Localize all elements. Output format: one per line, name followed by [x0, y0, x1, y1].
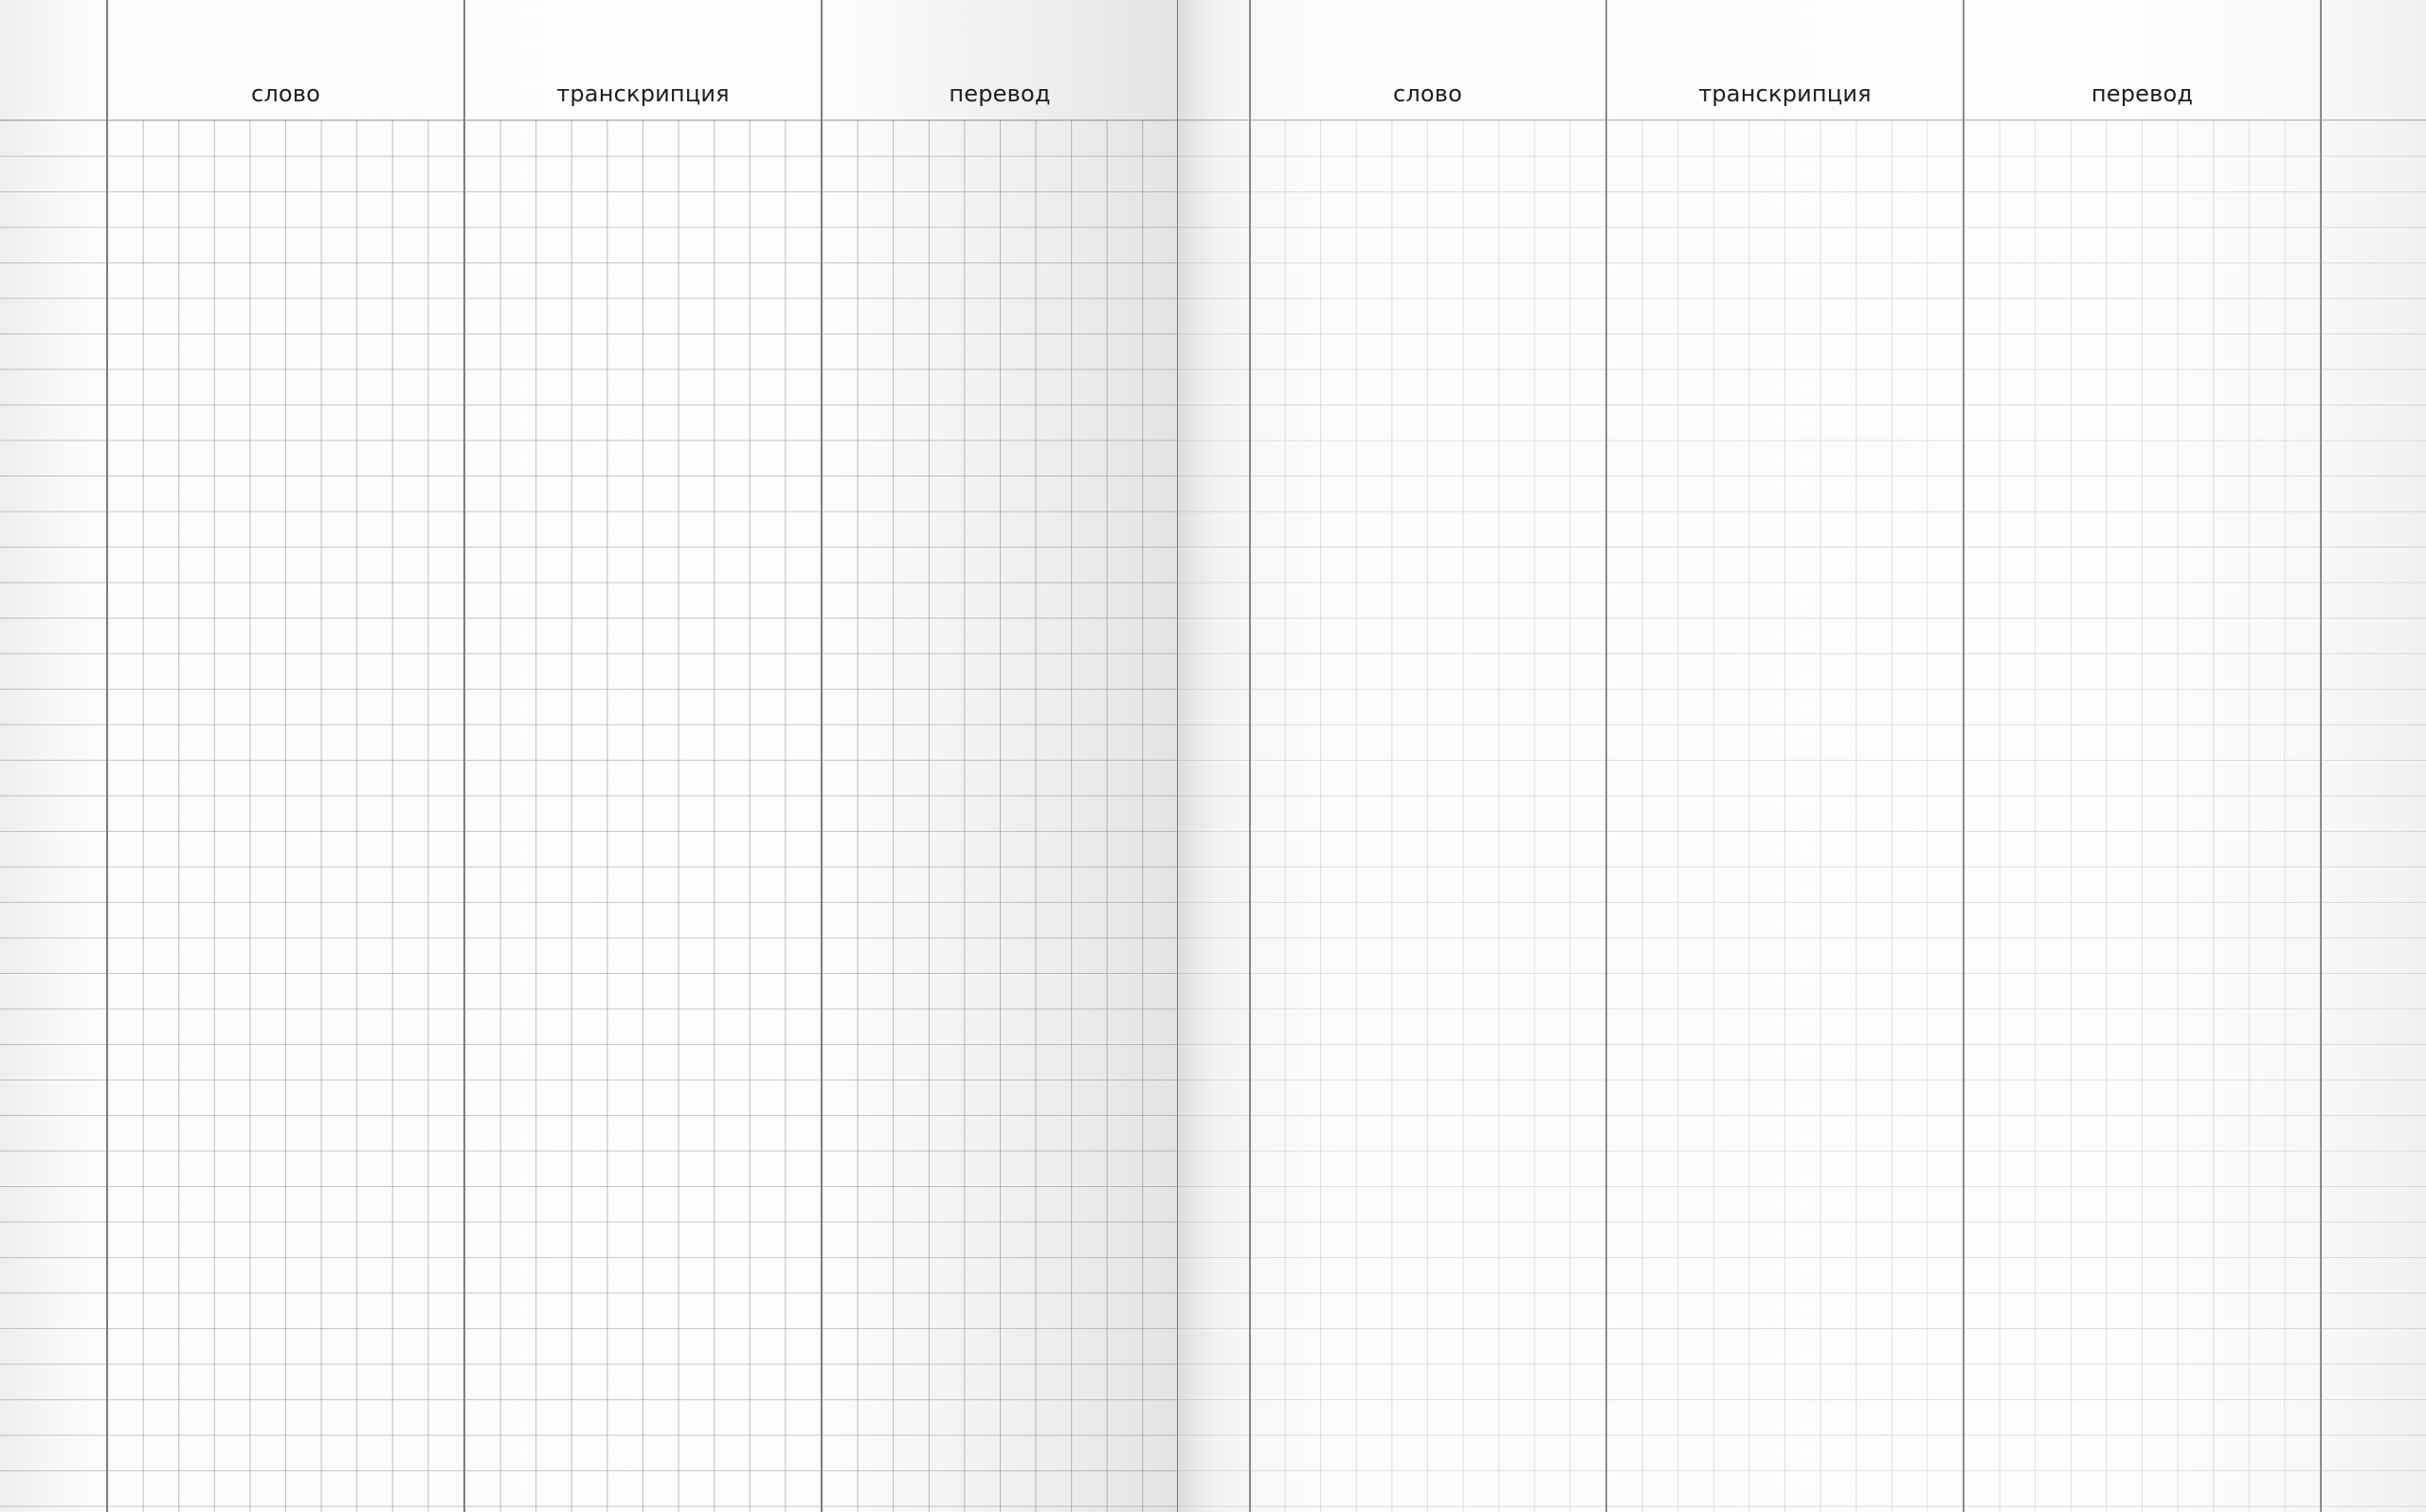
right-column-word: [1249, 0, 1606, 1512]
left-column-translation-grid: [822, 120, 1178, 1512]
right-column-divider-4: [2320, 0, 2322, 1512]
left-column-transcription-grid: [464, 120, 822, 1512]
left-column-divider-2: [463, 0, 465, 1512]
right-column-transcription: [1606, 0, 1964, 1512]
right-column-divider-3: [1963, 0, 1964, 1512]
left-column-transcription: [464, 0, 822, 1512]
column-header-transcription: транскрипция: [556, 81, 730, 107]
right-page: [1178, 0, 2426, 1512]
right-column-divider-1: [1249, 0, 1251, 1512]
left-column-word-grid: [107, 120, 464, 1512]
right-column-translation: [1964, 0, 2321, 1512]
left-page: [0, 0, 1178, 1512]
left-column-word: [107, 0, 464, 1512]
right-column-transcription-grid: [1606, 120, 1964, 1512]
left-column-divider-1: [106, 0, 108, 1512]
left-column-translation: [822, 0, 1178, 1512]
column-header-translation: перевод: [949, 81, 1051, 107]
left-column-divider-3: [821, 0, 823, 1512]
column-header-word: слово: [1392, 81, 1463, 107]
column-header-word: слово: [250, 81, 321, 107]
column-header-translation: перевод: [2091, 81, 2194, 107]
right-column-translation-grid: [1964, 120, 2321, 1512]
right-column-word-grid: [1249, 120, 1606, 1512]
column-header-transcription: транскрипция: [1698, 81, 1872, 107]
right-column-divider-2: [1605, 0, 1607, 1512]
